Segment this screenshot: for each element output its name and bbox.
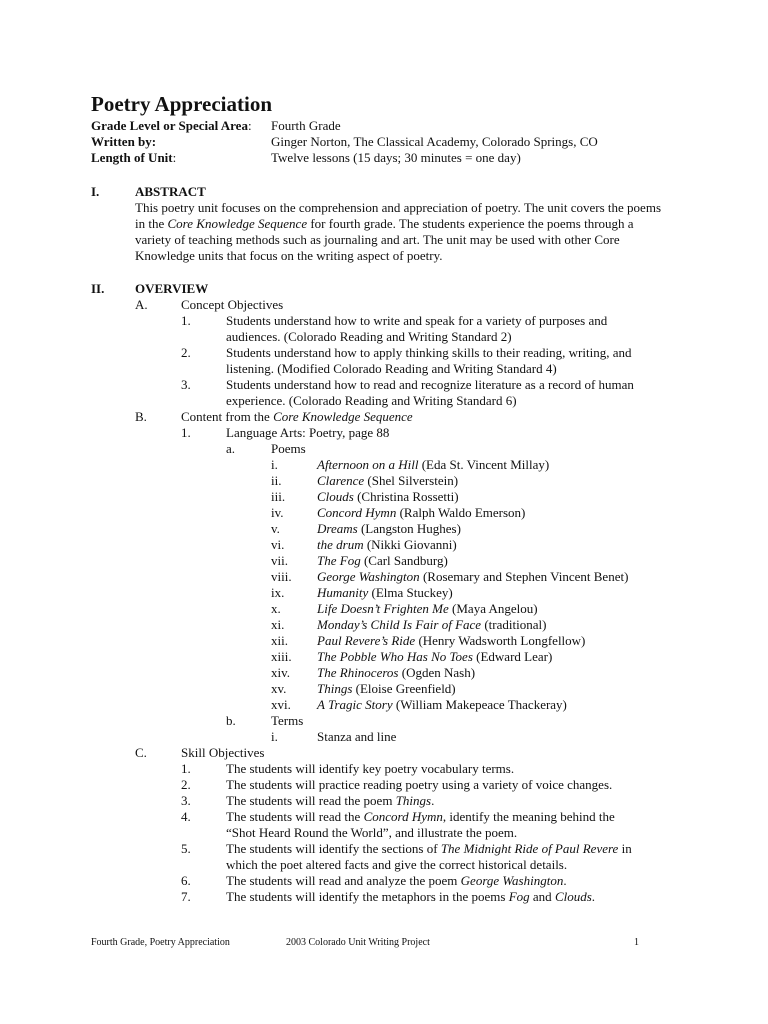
list-item: 5. The students will identify the sections of The Midnight Ride of Paul Revere in which the poet altered facts and give the correct historical details. — [181, 841, 632, 872]
list-item: 7. The students will identify the metaphors in the poems Fog and Clouds. — [181, 889, 596, 904]
poem-author: (traditional) — [481, 617, 547, 632]
list-item: i. Stanza and line — [271, 729, 397, 744]
poem-author: (Henry Wadsworth Longfellow) — [415, 633, 586, 648]
poem-item: xiv. The Rhinoceros (Ogden Nash) — [271, 665, 476, 680]
poem-title: Dreams — [317, 521, 358, 536]
outline-b: B. Content from the Core Knowledge Sequence — [135, 409, 708, 425]
poem-item: i. Afternoon on a Hill (Eda St. Vincent Millay) — [271, 457, 550, 472]
footer-project: 2003 Colorado Unit Writing Project — [286, 937, 430, 948]
poem-item: xiii. The Pobble Who Has No Toes (Edward Lear) — [271, 649, 553, 664]
section-heading: OVERVIEW — [135, 281, 209, 296]
meta-row-length: Length of Unit: Twelve lessons (15 days; 30 minutes = one day) — [91, 150, 708, 166]
poem-item: v. Dreams (Langston Hughes) — [271, 521, 461, 536]
poem-item: iv. Concord Hymn (Ralph Waldo Emerson) — [271, 505, 526, 520]
outline-c: C. Skill Objectives — [135, 745, 708, 761]
list-item: 6. The students will read and analyze the poem George Washington. — [181, 873, 567, 888]
poem-item: ix. Humanity (Elma Stuckey) — [271, 585, 453, 600]
list-item: 1. Students understand how to write and speak for a variety of purposes and audiences. (Colorado Reading and Writing Standard 2) — [181, 313, 608, 344]
poem-title: The Pobble Who Has No Toes — [317, 649, 473, 664]
unit-meta — [91, 118, 708, 166]
poem-title: Humanity — [317, 585, 369, 600]
poem-author: (Maya Angelou) — [448, 601, 538, 616]
meta-label-grade: Grade Level or Special Area — [91, 118, 248, 133]
meta-value-grade: Fourth Grade — [271, 118, 341, 133]
section-abstract — [91, 184, 708, 264]
poem-item: viii. George Washington (Rosemary and Stephen Vincent Benet) — [271, 569, 629, 584]
section-numeral: II. — [91, 281, 105, 296]
section-overview — [91, 281, 708, 905]
poem-title: Monday’s Child Is Fair of Face — [317, 617, 482, 632]
poem-title: The Rhinoceros — [317, 665, 399, 680]
skill-objectives-title: Skill Objectives — [181, 745, 265, 760]
poem-title: Paul Revere’s Ride — [317, 633, 416, 648]
terms-heading: b. Terms — [226, 713, 304, 728]
concept-objectives-title: Concept Objectives — [181, 297, 284, 312]
poem-author: (Langston Hughes) — [357, 521, 461, 536]
poem-author: (Elma Stuckey) — [368, 585, 453, 600]
footer-unit: Fourth Grade, Poetry Appreciation — [91, 937, 230, 948]
poem-author: (Nikki Giovanni) — [363, 537, 457, 552]
meta-row-grade: Grade Level or Special Area: Fourth Grade — [91, 118, 708, 134]
poem-title: the drum — [317, 537, 364, 552]
poem-title: The Fog — [317, 553, 361, 568]
poem-author: (Eda St. Vincent Millay) — [418, 457, 550, 472]
poem-author: (Ogden Nash) — [398, 665, 476, 680]
page-number: 1 — [634, 937, 639, 948]
poem-author: (Christina Rossetti) — [353, 489, 459, 504]
meta-row-author: Written by: Ginger Norton, The Classical Academy, Colorado Springs, CO — [91, 134, 708, 150]
meta-value-length: Twelve lessons (15 days; 30 minutes = one day) — [271, 150, 521, 165]
poem-title: George Washington — [317, 569, 420, 584]
poem-title: A Tragic Story — [317, 697, 393, 712]
poem-item: vii. The Fog (Carl Sandburg) — [271, 553, 448, 568]
outline-a: A. Concept Objectives — [135, 297, 708, 313]
section-heading: ABSTRACT — [135, 184, 206, 199]
poem-author: (Edward Lear) — [472, 649, 553, 664]
poem-title: Concord Hymn — [317, 505, 397, 520]
skill-objectives-list — [181, 761, 708, 905]
list-item: 1. The students will identify key poetry vocabulary terms. — [181, 761, 515, 776]
list-item: 2. Students understand how to apply thinking skills to their reading, writing, and listening. (Modified Colorado Reading and Writing Standard 4) — [181, 345, 632, 376]
poem-item: ii. Clarence (Shel Silverstein) — [271, 473, 459, 488]
poem-list — [271, 457, 708, 713]
poem-item: xii. Paul Revere’s Ride (Henry Wadsworth Longfellow) — [271, 633, 586, 648]
poem-title: Clouds — [317, 489, 354, 504]
poem-author: (Eloise Greenfield) — [352, 681, 456, 696]
poem-item: xvi. A Tragic Story (William Makepeace Thackeray) — [271, 697, 567, 712]
poem-item: xi. Monday’s Child Is Fair of Face (traditional) — [271, 617, 547, 632]
page-footer — [91, 937, 639, 949]
list-item: 1. Language Arts: Poetry, page 88 — [181, 425, 390, 440]
list-item: 3. The students will read the poem Things. — [181, 793, 435, 808]
poem-author: (William Makepeace Thackeray) — [392, 697, 567, 712]
list-item: 4. The students will read the Concord Hymn, identify the meaning behind the “Shot Heard Round the World”, and illustrate the poem. — [181, 809, 615, 840]
poem-author: (Carl Sandburg) — [360, 553, 448, 568]
poem-title: Things — [317, 681, 353, 696]
list-item: 3. Students understand how to read and recognize literature as a record of human experience. (Colorado Reading and Writing Standard 6) — [181, 377, 634, 408]
section-numeral: I. — [91, 184, 100, 199]
document-page — [91, 92, 708, 905]
poem-item: x. Life Doesn’t Frighten Me (Maya Angelou) — [271, 601, 538, 616]
poem-item: xv. Things (Eloise Greenfield) — [271, 681, 456, 696]
content-title: Content from the Core Knowledge Sequence — [181, 409, 413, 424]
poem-title: Clarence — [317, 473, 365, 488]
core-knowledge-ref: Core Knowledge Sequence — [167, 216, 308, 231]
poem-author: (Ralph Waldo Emerson) — [396, 505, 526, 520]
poem-item: iii. Clouds (Christina Rossetti) — [271, 489, 459, 504]
meta-label-author: Written by — [91, 134, 152, 149]
meta-value-author: Ginger Norton, The Classical Academy, Colorado Springs, CO — [271, 134, 598, 149]
poem-author: (Shel Silverstein) — [364, 473, 459, 488]
abstract-paragraph: This poetry unit focuses on the comprehension and appreciation of poetry. The unit covers the poems in the Core Knowledge Sequence for fourth grade. The students experience the poems through a variety of teaching methods such as journaling and art. The unit may be used with other Core Knowledge units that focus on the writing aspect of poetry. — [135, 200, 661, 263]
poem-title: Afternoon on a Hill — [317, 457, 419, 472]
poem-title: Life Doesn’t Frighten Me — [317, 601, 449, 616]
page-title: Poetry Appreciation — [91, 92, 273, 116]
poems-heading: a. Poems — [226, 441, 306, 456]
concept-objectives-list — [181, 313, 708, 409]
poem-item: vi. the drum (Nikki Giovanni) — [271, 537, 457, 552]
meta-label-length: Length of Unit — [91, 150, 173, 165]
poem-author: (Rosemary and Stephen Vincent Benet) — [419, 569, 629, 584]
list-item: 2. The students will practice reading poetry using a variety of voice changes. — [181, 777, 613, 792]
